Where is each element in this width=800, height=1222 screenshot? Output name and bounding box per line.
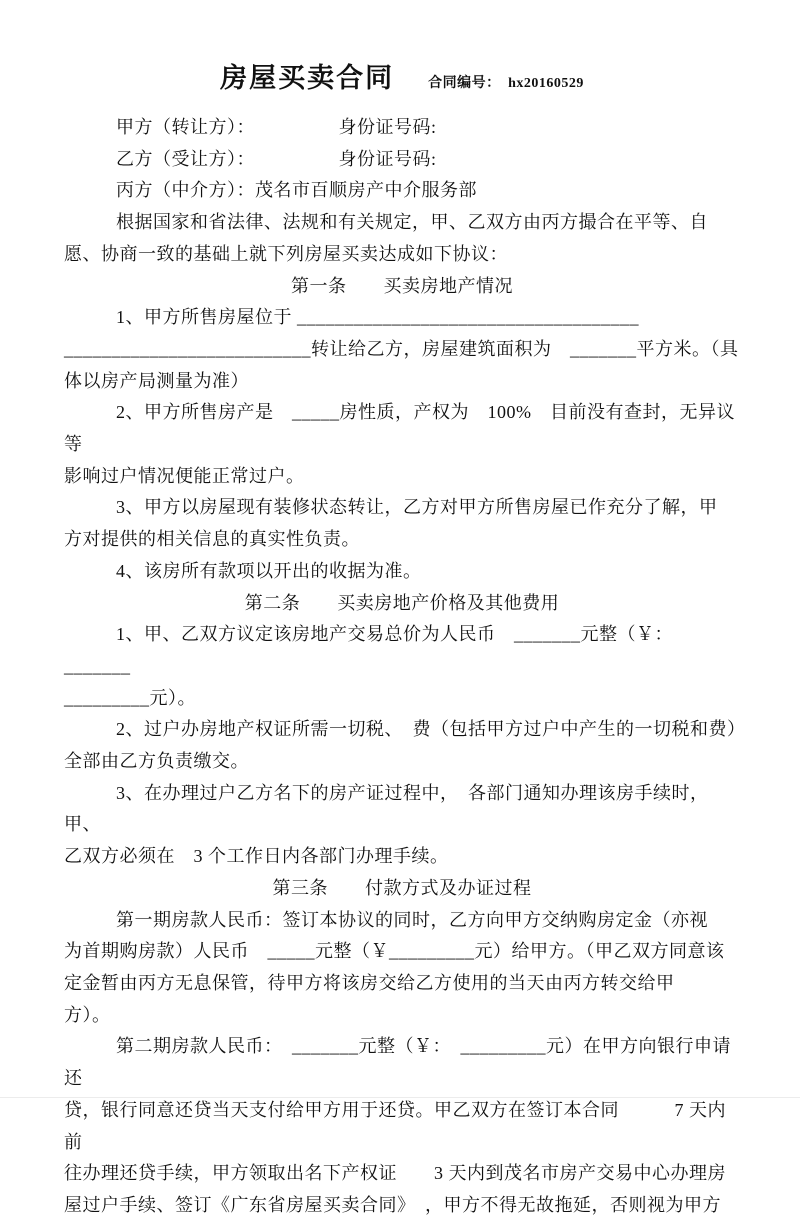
doc-line: 定金暂由丙方无息保管，待甲方将该房交给乙方使用的当天由丙方转交给甲 <box>64 972 675 993</box>
doc-line: 第二期房款人民币： _______元整（￥： _________元）在甲方向银行申请还 <box>64 1036 731 1089</box>
doc-line: 愿、协商一致的基础上就下列房屋买卖达成如下协议： <box>64 243 508 264</box>
doc-line: 方对提供的相关信息的真实性负责。 <box>64 529 360 550</box>
doc-line: 往办理还贷手续，甲方领取出名下产权证 3 天内到茂名市房产交易中心办理房 <box>64 1163 726 1184</box>
contract-number-label: 合同编号： <box>428 76 494 91</box>
section-heading: 第三条 付款方式及办证过程 <box>272 877 532 898</box>
doc-body <box>64 112 746 1222</box>
doc-line: 1、甲方所售房屋位于 ____________________________________ <box>116 307 639 328</box>
doc-line: 方）。 <box>64 1004 111 1025</box>
page-title: 房屋买卖合同 <box>220 63 395 93</box>
doc-line: 贷，银行同意还贷当天支付给甲方用于还贷。甲乙双方在签订本合同 7 天内前 <box>64 1099 726 1152</box>
doc-line: 1、甲、乙双方议定该房地产交易总价为人民币 _______元整（￥： _______ <box>64 624 683 676</box>
doc-line: 甲方（转让方）： 身份证号码: <box>116 117 437 137</box>
doc-line: 3、在办理过户乙方名下的房产证过程中， 各部门通知办理该房手续时， 甲、 <box>64 782 718 835</box>
doc-line: 为首期购房款）人民币 _____元整（￥_________元）给甲方。（甲乙双方同意该 <box>64 941 725 962</box>
doc-line: 第一期房款人民币：签订本协议的同时，乙方向甲方交纳购房定金（亦视 <box>116 909 708 930</box>
doc-line: 丙方（中介方）：茂名市百顺房产中介服务部 <box>116 180 477 201</box>
doc-line: 根据国家和省法律、法规和有关规定，甲、乙双方由丙方撮合在平等、自 <box>116 212 708 233</box>
doc-line: 全部由乙方负责缴交。 <box>64 751 249 772</box>
page-edge-divider <box>0 1097 800 1098</box>
contract-number-value: hx20160529 <box>508 76 584 91</box>
section-heading: 第二条 买卖房地产价格及其他费用 <box>244 592 560 613</box>
doc-line: 乙方（受让方）： 身份证号码: <box>116 148 437 169</box>
doc-line: 4、该房所有款项以开出的收据为准。 <box>116 560 422 581</box>
doc-line: 屋过户手续、签订《广东省房屋买卖合同》 ，甲方不得无故拖延，否则视为甲方 <box>64 1194 721 1215</box>
doc-line: 体以房产局测量为准） <box>64 370 249 391</box>
doc-line: 乙双方必须在 3 个工作日内各部门办理手续。 <box>64 846 449 867</box>
doc-line: 2、过户办房地产权证所需一切税、 费（包括甲方过户中产生的一切税和费） <box>116 719 746 740</box>
doc-line: 2、甲方所售房产是 _____房性质，产权为 100% 目前没有查封，无异议等 <box>64 402 735 455</box>
doc-line: 3、甲方以房屋现有装修状态转让，乙方对甲方所售房屋已作充分了解，甲 <box>116 497 718 518</box>
section-heading: 第一条 买卖房地产情况 <box>291 275 513 296</box>
contract-number <box>428 66 584 102</box>
doc-line: __________________________转让给乙方，房屋建筑面积为 _______平方米。（具 <box>64 338 739 359</box>
doc-line: _________元）。 <box>64 687 196 708</box>
contract-document <box>64 60 746 1222</box>
doc-line: 影响过户情况便能正常过户。 <box>64 465 305 486</box>
title-row <box>64 60 740 102</box>
